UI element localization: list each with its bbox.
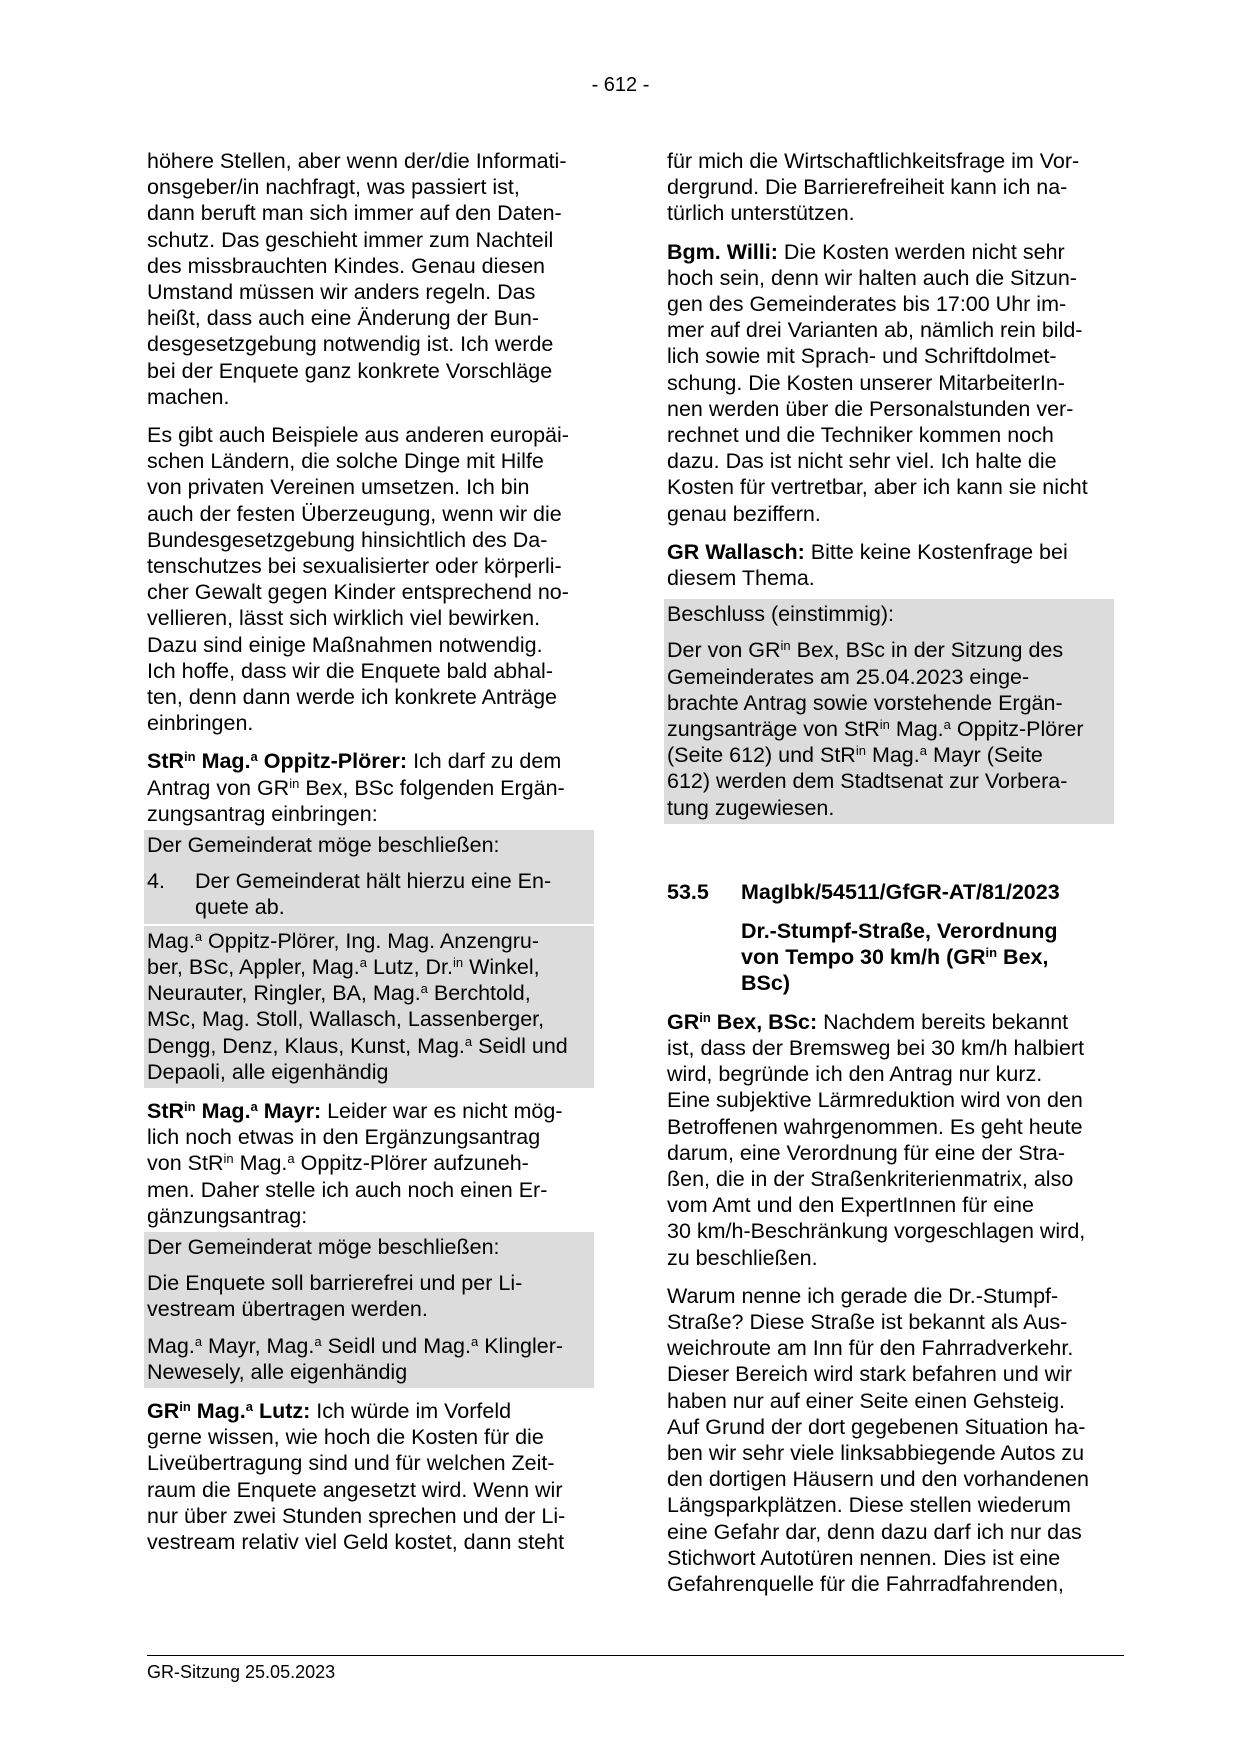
text-line: machen. bbox=[147, 384, 230, 409]
paragraph bbox=[667, 1283, 1114, 1597]
text-line: Straße? Diese Straße ist bekannt als Aus- bbox=[667, 1309, 1068, 1334]
right-column bbox=[667, 148, 1114, 1609]
text-line: Gefahrenquelle für die Fahrradfahrenden, bbox=[667, 1571, 1064, 1596]
section-title: Dr.-Stumpf-Straße, Verordnung von Tempo 30 km/h ($GR^{in}$ Bex, BSc) bbox=[741, 919, 1058, 996]
text-line: dazu. Das ist nicht sehr viel. Ich halte die bbox=[667, 449, 1057, 474]
text-line: wird, begründe ich den Antrag nur kurz. bbox=[667, 1062, 1043, 1087]
resolution-heading: Beschluss (einstimmig): bbox=[667, 602, 894, 627]
text-line: Bundesgesetzgebung hinsichtlich des Da- bbox=[147, 527, 548, 552]
speaker-name: Bgm. Willi: bbox=[667, 239, 778, 264]
text-line: nur über zwei Stunden sprechen und der Li- bbox=[147, 1503, 566, 1528]
speech-willi: Bgm. Willi: Die Kosten werden nicht sehr hoch sein, denn wir halten auch die Sitzun- gen des Gemeinderates bis 17:00 Uhr im- mer auf drei Varianten ab, nämlich rein bild- lich sowie mit Sprach- und Schriftdolmet- schung. Die Kosten unserer MitarbeiterIn- nen werden über die Personalstunden ver- rechnet und die Techniker kommen noch dazu. Das ist nicht sehr viel. Ich halte die Kosten für vertretbar, aber ich kann sie nicht genau beziffern. bbox=[667, 239, 1114, 527]
text-line: einbringen. bbox=[147, 711, 254, 736]
text-line: weichroute am Inn für den Fahrradverkehr. bbox=[667, 1336, 1074, 1361]
text-line: ist, dass der Bremsweg bei 30 km/h halbiert bbox=[667, 1035, 1085, 1060]
text-line: vellieren, lässt sich wirklich viel bewirken. bbox=[147, 606, 541, 631]
speech-lutz: $GR^{in}$ Mag.$^a$ Lutz: Ich würde im Vorfeld gerne wissen, wie hoch die Kosten für die Liveübertragung sind und für welchen Zeit- raum die Enquete angesetzt wird. Wenn wir nur über zwei Stunden sprechen und der Li- vestream relativ viel Geld kostet, dann steht bbox=[147, 1398, 594, 1555]
text-line: Ich hoffe, dass wir die Enquete bald abhal- bbox=[147, 658, 553, 683]
text-line: onsgeber/in nachfragt, was passiert ist, bbox=[147, 175, 520, 200]
text-line: darum, eine Verordnung für eine der Stra- bbox=[667, 1140, 1065, 1165]
text-line: schung. Die Kosten unserer MitarbeiterIn- bbox=[667, 370, 1065, 395]
text-line: gerne wissen, wie hoch die Kosten für die bbox=[147, 1425, 544, 1450]
text-line: Auf Grund der dort gegebenen Situation ha- bbox=[667, 1414, 1086, 1439]
text-line: ßen, die in der Straßenkriterienmatrix, also bbox=[667, 1166, 1074, 1191]
speaker-name: StR$^{in}$ Mag.$^a$ Mayr: bbox=[147, 1098, 322, 1123]
resolution-box bbox=[664, 599, 1114, 824]
text-line: Es gibt auch Beispiele aus anderen europäi- bbox=[147, 423, 569, 448]
motion-box-1 bbox=[144, 830, 594, 924]
text-line: dann beruft man sich immer auf den Daten- bbox=[147, 201, 562, 226]
text-line: Dieser Bereich wird stark befahren und wir bbox=[667, 1362, 1073, 1387]
text-line: den dortigen Häusern und den vorhandenen bbox=[667, 1467, 1089, 1492]
text-line: zu beschließen. bbox=[667, 1245, 818, 1270]
speech-bex: $GR^{in}$ Bex, BSc: Nachdem bereits bekannt ist, dass der Bremsweg bei 30 km/h halbiert wird, begründe ich den Antrag nur kurz. Eine subjektive Lärmreduktion wird von den Betroffenen wahrgenommen. Es geht heute darum, eine Verordnung für eine der Stra- ßen, die in der Straßenkriterienmatrix, also vom Amt und den ExpertInnen für eine 30 km/h-Beschränkung vorgeschlagen wird, zu beschließen. bbox=[667, 1009, 1114, 1271]
text-line: heißt, dass auch eine Änderung der Bun- bbox=[147, 306, 540, 331]
text-line: haben nur auf einer Seite einen Gehsteig. bbox=[667, 1388, 1066, 1413]
text-line: Kosten für vertretbar, aber ich kann sie nicht bbox=[667, 475, 1088, 500]
text-line: lich sowie mit Sprach- und Schriftdolmet- bbox=[667, 344, 1057, 369]
text-line: schutz. Das geschieht immer zum Nachteil bbox=[147, 227, 554, 252]
speech-oppitz-ploerer: StR$^{in}$ Mag.$^a$ Oppitz-Plörer: Ich darf zu dem Antrag von $GR^{in}$ Bex, BSc folgenden Ergän- zungsantrag einbringen: bbox=[147, 749, 565, 826]
text-line: raum die Enquete angesetzt wird. Wenn wir bbox=[147, 1477, 563, 1502]
motion-box-2 bbox=[144, 1232, 594, 1388]
text-line: türlich unterstützen. bbox=[667, 201, 855, 226]
text-line: dergrund. Die Barrierefreiheit kann ich na- bbox=[667, 175, 1068, 200]
section-number: 53.5 bbox=[667, 879, 709, 904]
speech-mayr: StR$^{in}$ Mag.$^a$ Mayr: Leider war es nicht mög- lich noch etwas in den Ergänzungsantrag von StR$^{in}$ Mag.$^a$ Oppitz-Plörer aufzuneh- men. Daher stelle ich auch noch einen Er- gänzungsantrag: bbox=[147, 1098, 563, 1228]
text-line: ten, denn dann werde ich konkrete Anträge bbox=[147, 685, 557, 710]
text-line: Eine subjektive Lärmreduktion wird von den bbox=[667, 1088, 1083, 1113]
text-line: gen des Gemeinderates bis 17:00 Uhr im- bbox=[667, 292, 1067, 317]
motion-signatories-1: Mag.$^a$ Oppitz-Plörer, Ing. Mag. Anzengru- ber, BSc, Appler, Mag.$^a$ Lutz, Dr.$^{in}$ Winkel, Neurauter, Ringler, BA, Mag.$^a$ Berchtold, MSc, Mag. Stoll, Wallasch, Lassenberger, Dengg, Denz, Klaus, Kunst, Mag.$^a$ Seidl und Depaoli, alle eigenhändig bbox=[144, 926, 594, 1088]
text-line: von privaten Vereinen umsetzen. Ich bin bbox=[147, 475, 530, 500]
text-line: ben wir sehr viele linksabbiegende Autos zu bbox=[667, 1440, 1085, 1465]
paragraph bbox=[147, 422, 594, 736]
text-line: Betroffenen wahrgenommen. Es geht heute bbox=[667, 1114, 1083, 1139]
text-line: höhere Stellen, aber wenn der/die Informati- bbox=[147, 149, 567, 173]
motion-heading: Der Gemeinderat möge beschließen: bbox=[147, 1234, 500, 1259]
text-line: eine Gefahr dar, denn dazu darf ich nur das bbox=[667, 1519, 1082, 1544]
text-line: für mich die Wirtschaftlichkeitsfrage im Vor- bbox=[667, 149, 1080, 173]
resolution-text: Der von $GR^{in}$ Bex, BSc in der Sitzung des Gemeinderates am 25.04.2023 einge- brachte Antrag sowie vorstehende Ergän- zungsanträge von StR$^{in}$ Mag.$^a$ Oppitz-Plörer (Seite 612) und StR$^{in}$ Mag.$^a$ Mayr (Seite 612) werden dem Stadtsenat zur Vorbera- tung zugewiesen. bbox=[667, 638, 1084, 820]
text-line: des missbrauchten Kindes. Genau diesen bbox=[147, 253, 545, 278]
text-line: mer auf drei Varianten ab, nämlich rein bild- bbox=[667, 318, 1083, 343]
paragraph bbox=[147, 148, 594, 410]
text-line: tenschutzes bei sexualisierter oder körperli- bbox=[147, 554, 562, 579]
speaker-name: $GR^{in}$ Bex, BSc: bbox=[667, 1009, 818, 1034]
text-line: diesem Thema. bbox=[667, 566, 815, 591]
text-line: Liveübertragung sind und für welchen Zeit- bbox=[147, 1451, 555, 1476]
text-line: hoch sein, denn wir halten auch die Sitzun- bbox=[667, 265, 1077, 290]
section-heading bbox=[667, 879, 1114, 905]
text-line: nen werden über die Personalstunden ver- bbox=[667, 396, 1074, 421]
motion-heading: Der Gemeinderat möge beschließen: bbox=[147, 833, 500, 858]
text-line: Umstand müssen wir anders regeln. Das bbox=[147, 280, 536, 305]
text-line: schen Ländern, die solche Dinge mit Hilfe bbox=[147, 449, 544, 474]
motion-signatories-2: Mag.$^a$ Mayr, Mag.$^a$ Seidl und Mag.$^a$ Klingler- Newesely, alle eigenhändig bbox=[147, 1333, 564, 1384]
page-number: - 612 - bbox=[591, 74, 650, 96]
text-line: Längsparkplätzen. Diese stellen wiederum bbox=[667, 1493, 1071, 1518]
speaker-name: GR Wallasch: bbox=[667, 539, 805, 564]
speaker-name: $GR^{in}$ Mag.$^a$ Lutz: bbox=[147, 1398, 311, 1423]
text-line: vom Amt und den ExpertInnen für eine bbox=[667, 1193, 1034, 1218]
motion-text: Die Enquete soll barrierefrei und per Li- vestream übertragen werden. bbox=[147, 1271, 523, 1322]
left-column bbox=[147, 148, 594, 1567]
text-line: vestream relativ viel Geld kostet, dann steht bbox=[147, 1529, 565, 1554]
text-line: bei der Enquete ganz konkrete Vorschläge bbox=[147, 358, 553, 383]
footer-rule bbox=[147, 1655, 1124, 1656]
section-code: MagIbk/54511/GfGR-AT/81/2023 bbox=[741, 879, 1060, 904]
text-line: cher Gewalt gegen Kinder entsprechend no- bbox=[147, 580, 569, 605]
text-line: auch der festen Überzeugung, wenn wir die bbox=[147, 501, 562, 526]
text-line: desgesetzgebung notwendig ist. Ich werde bbox=[147, 332, 554, 357]
motion-item: 4. Der Gemeinderat hält hierzu eine En- quete ab. bbox=[147, 869, 552, 920]
text-line: Stichwort Autotüren nennen. Dies ist eine bbox=[667, 1545, 1061, 1570]
paragraph bbox=[667, 148, 1114, 227]
text-line: 30 km/h-Beschränkung vorgeschlagen wird, bbox=[667, 1219, 1086, 1244]
speech-wallasch: GR Wallasch: Bitte keine Kostenfrage bei diesem Thema. bbox=[667, 539, 1114, 591]
text-line: genau beziffern. bbox=[667, 501, 821, 526]
speaker-name: StR$^{in}$ Mag.$^a$ Oppitz-Plörer: bbox=[147, 749, 408, 774]
text-line: rechnet und die Techniker kommen noch bbox=[667, 423, 1054, 448]
text-line: Dazu sind einige Maßnahmen notwendig. bbox=[147, 632, 543, 657]
text-line: Warum nenne ich gerade die Dr.-Stumpf- bbox=[667, 1283, 1059, 1308]
footer-text: GR-Sitzung 25.05.2023 bbox=[147, 1662, 336, 1682]
